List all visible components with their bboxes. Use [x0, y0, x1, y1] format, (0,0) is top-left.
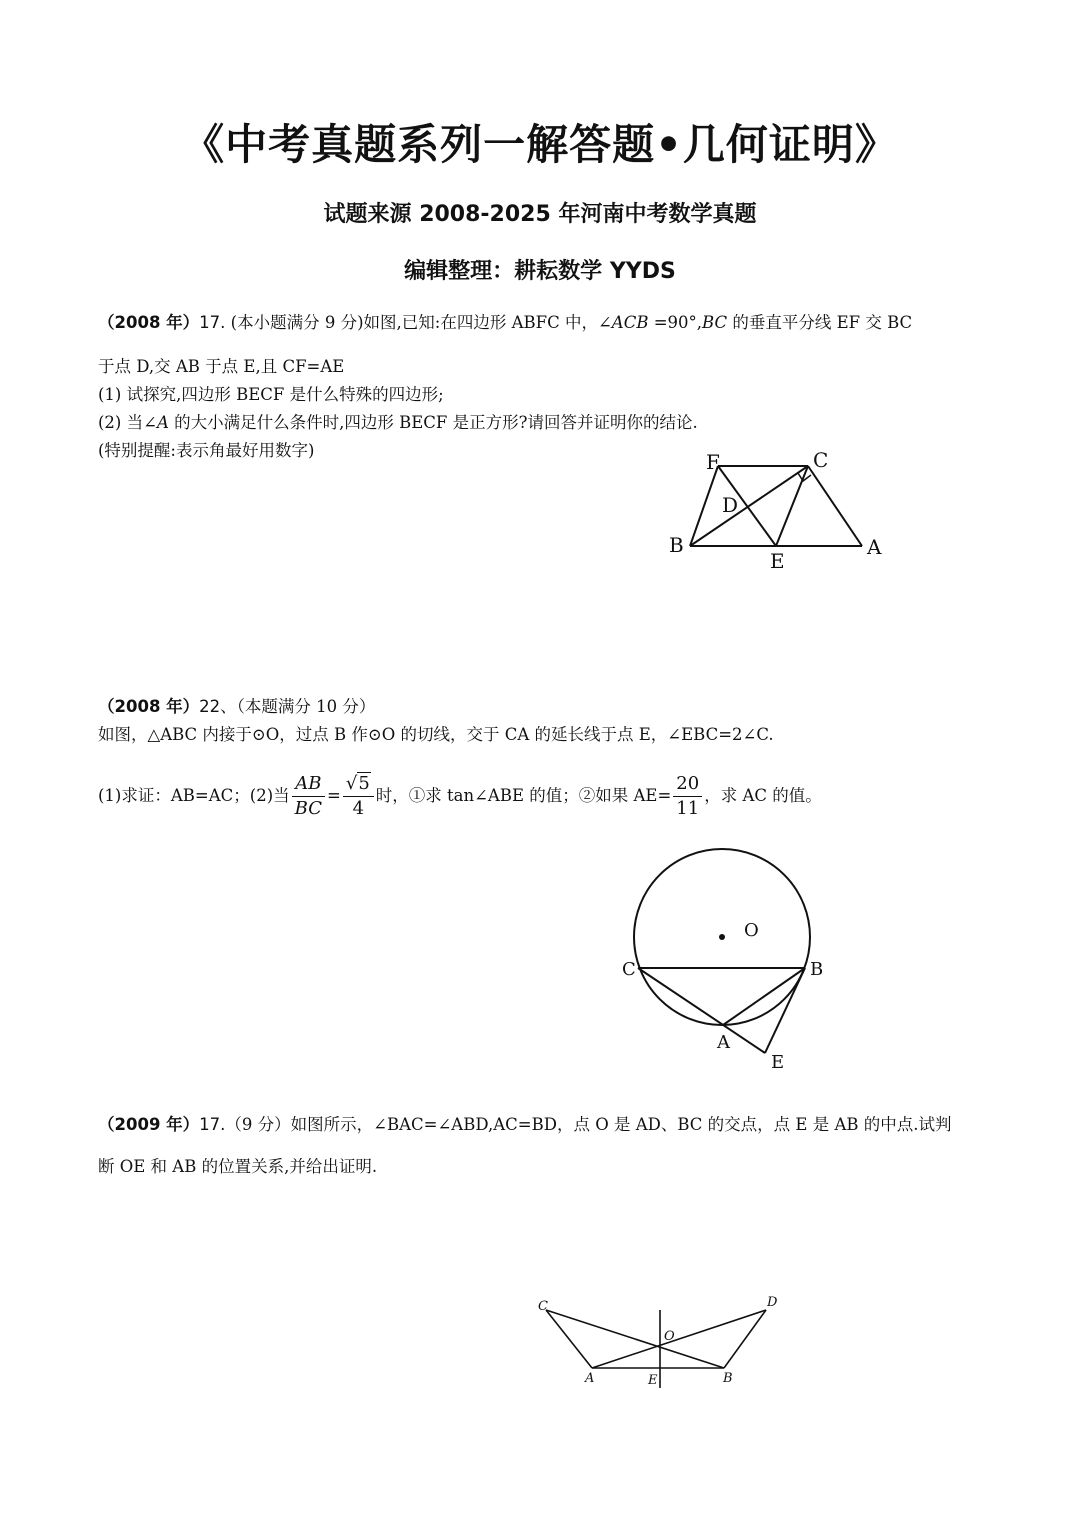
q3-segment-db: [724, 1310, 766, 1368]
q1-year: （2008 年）: [98, 313, 200, 332]
q3-year: （2009 年）: [98, 1115, 200, 1134]
q2-fraction-sqrt5-4: [343, 772, 374, 821]
q2-line2: 如图，△ABC 内接于⊙O，过点 B 作⊙O 的切线，交于 CA 的延长线于点 E，∠EBC=2∠C.: [98, 725, 774, 744]
q1-label-c: C: [813, 448, 829, 472]
q3-label-a: A: [585, 1371, 595, 1386]
q1-line1: [98, 312, 912, 334]
q1-rest: 的垂直平分线 EF 交 BC: [727, 313, 913, 332]
q1-label-e: E: [770, 549, 785, 573]
q2-circle-figure: [610, 840, 840, 1080]
q1-number: 17.: [199, 313, 226, 332]
q2-frac2-num: [343, 772, 374, 797]
q1-segment-bc: [690, 466, 808, 546]
q2-label-a: A: [717, 1032, 730, 1053]
q1-quadrilateral-figure: [660, 446, 890, 576]
q1-bc: BC: [702, 313, 728, 332]
q3-label-c: C: [538, 1299, 548, 1314]
q3-segment-ca: [546, 1310, 592, 1368]
page-title: 《中考真题系列一解答题•几何证明》: [182, 120, 898, 169]
q1-part2-rest: 的大小满足什么条件时,四边形 BECF 是正方形?请回答并证明你的结论.: [168, 413, 698, 432]
q3-segment-da: [592, 1310, 766, 1368]
q1-part1: (1) 试探究,四边形 BECF 是什么特殊的四边形;: [98, 385, 444, 404]
q2-line3: [98, 766, 822, 826]
q1-label-f: F: [706, 450, 720, 474]
q2-segment-ba: [723, 968, 805, 1025]
q2-part2: 时，①求 tan∠ABE 的值；②如果 AE=: [375, 786, 672, 805]
q1-note: (特别提醒:表示角最好用数字): [98, 441, 315, 460]
q3-line1: [98, 1114, 951, 1136]
q2-intro: （本题满分 10 分）: [236, 697, 376, 716]
q3-number: 17.: [199, 1115, 226, 1134]
q2-fraction-20-11: [673, 772, 702, 821]
q1-angle: ∠ACB: [597, 313, 649, 332]
sqrt-symbol: √5: [345, 773, 370, 794]
q3-label-e: E: [648, 1373, 658, 1388]
q1-part2-prefix: (2) 当: [98, 413, 144, 432]
q2-frac1-num: AB: [292, 772, 325, 797]
q3-label-d: D: [767, 1295, 778, 1310]
q3-label-o: O: [664, 1329, 675, 1344]
q3-label-b: B: [723, 1371, 733, 1386]
q2-part1: (1)求证：AB=AC；(2)当: [98, 786, 290, 805]
q2-label-o: O: [744, 920, 759, 941]
q3-text-line1: （9 分）如图所示，∠BAC=∠ABD,AC=BD，点 O 是 AD、BC 的交点，点 E 是 AB 的中点.试判: [225, 1115, 952, 1134]
q2-frac3-den: 11: [676, 798, 700, 819]
editor-subtitle: 编辑整理：耕耘数学 YYDS: [404, 259, 676, 284]
q2-label-b: B: [810, 959, 824, 980]
q2-center-dot: [719, 934, 725, 940]
q2-frac1-den: BC: [294, 798, 322, 819]
q2-fraction-ab-bc: [292, 772, 325, 821]
q1-part2-angle: ∠A: [143, 413, 169, 432]
q2-label-e: E: [771, 1052, 785, 1073]
source-subtitle: 试题来源 2008-2025 年河南中考数学真题: [323, 202, 757, 227]
q2-label-c: C: [622, 959, 636, 980]
q1-segment-ca: [808, 466, 862, 546]
q2-segment-ce: [638, 968, 765, 1053]
q2-frac3-num: 20: [673, 772, 702, 797]
q3-bowtie-figure: [530, 1290, 790, 1400]
q1-label-b: B: [669, 533, 684, 557]
q2-part3: ，求 AC 的值。: [704, 786, 822, 805]
q1-label-a: A: [867, 535, 882, 559]
q2-year: （2008 年）: [98, 697, 200, 716]
q1-label-d: D: [722, 493, 739, 517]
q1-intro: (本小题满分 9 分)如图,已知:在四边形 ABFC 中，: [230, 313, 598, 332]
q2-sqrt-value: 5: [358, 773, 370, 794]
q3-segment-cb: [546, 1310, 724, 1368]
q2-equals: =: [327, 786, 341, 805]
q1-line2: 于点 D,交 AB 于点 E,且 CF=AE: [98, 357, 345, 376]
q2-line1: [98, 696, 375, 718]
q1-segment-bf: [690, 466, 718, 546]
q2-frac2-den: 4: [352, 798, 365, 819]
q2-number: 22、: [199, 697, 237, 716]
q1-angle-value: =90°,: [653, 313, 703, 332]
q1-part2: [98, 412, 698, 434]
q3-line2: 断 OE 和 AB 的位置关系,并给出证明.: [98, 1157, 378, 1176]
